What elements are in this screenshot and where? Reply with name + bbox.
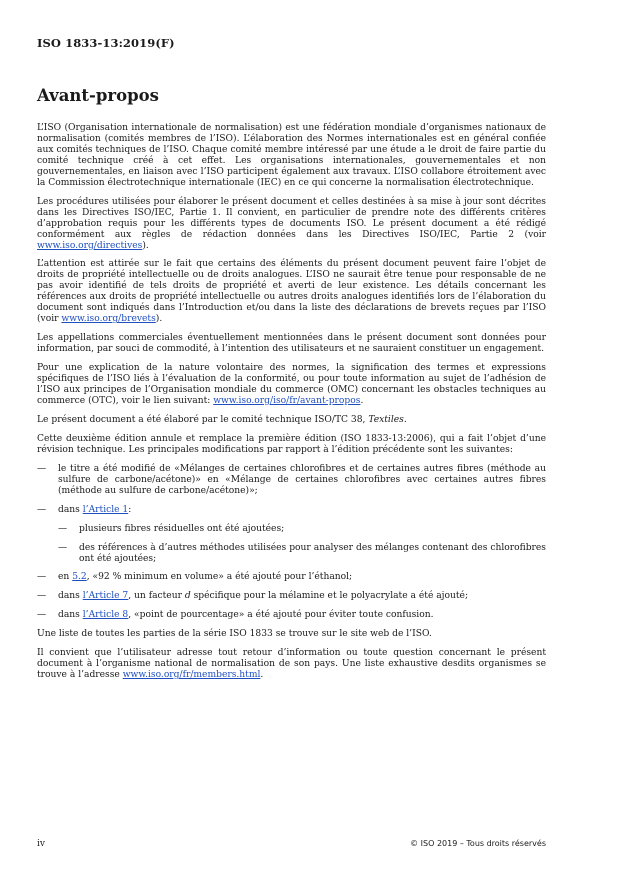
dash-bullet: — [37,572,47,583]
link-article-7[interactable]: l’Article 7 [82,591,129,602]
document-identifier: ISO 1833-13:2019(F) [37,36,175,50]
dash-bullet: — [37,504,47,515]
link-directives[interactable]: www.iso.org/directives [37,240,143,251]
link-avant-propos[interactable]: www.iso.org/iso/fr/avant-propos [213,395,361,406]
copyright-notice: © ISO 2019 – Tous droits réservés [410,839,546,848]
dash-bullet: — [37,463,47,474]
link-members[interactable]: www.iso.org/fr/members.html [122,670,261,681]
dash-bullet: — [37,610,47,621]
paragraph-patents: L’attention est attirée sur le fait que certains des éléments du présent document peuvent faire l’objet de droits de propriété intellectuelle ou de droits analogues. L’ISO ne saurait être tenue pour responsable de ne pas avoir identifié de tels droits de propriété et averti de leur existence. Les détails concernant les références aux droits de propriété intellectuelle ou autres droits analogues identifiés lors de l’élaboration du document sont indiqués dans l’Introduction et/ou dans la liste des déclarations de brevets reçues par l’ISO (voir www.iso.org/brevets). [37,259,546,325]
dash-bullet: — [58,523,68,534]
paragraph-procedures: Les procédures utilisées pour élaborer le présent document et celles destinées à sa mise à jour sont décrites dans les Directives ISO/IEC, Partie 1. Il convient, en particulier de prendre note des différents critères d’approbation requis pour les différents types de documents ISO. Le présent document a été rédigé conformément aux règles de rédaction données dans les Directives ISO/IEC, Partie 2 (voir www.iso.org/directives). [37,196,546,251]
paragraph-feedback: Il convient que l’utilisateur adresse tout retour d’information ou toute question concernant le présent document à l’organisme national de normalisation de son pays. Une liste exhaustive desdits organismes se trouve à l’adresse www.iso.org/fr/members.html. [37,648,546,681]
paragraph-committee: Le présent document a été élaboré par le comité technique ISO/TC 38, Textiles. [37,414,407,425]
link-clause-5-2[interactable]: 5.2 [72,572,87,583]
paragraph-iso-intro: L’ISO (Organisation internationale de normalisation) est une fédération mondiale d’organismes nationaux de normalisation (comités membres de l’ISO). L’élaboration des Normes internationales est en général confiée aux comités techniques de l’ISO. Chaque comité membre intéressé par une étude a le droit de faire partie du comité technique créé à cet effet. Les organisations internationales, gouvernementales et non gouvernementales, en liaison avec l’ISO participent également aux travaux. L’ISO collabore étroitement avec la Commission électrotechnique internationale (IEC) en ce qui concerne la normalisation électrotechnique. [37,123,546,188]
list-item: — dans l’Article 1: [37,504,132,515]
dash-bullet: — [58,542,68,553]
list-item: — dans l’Article 7, un facteur d spécifique pour la mélamine et le polyacrylate a été ajouté; [37,591,469,602]
sub-list-item: — plusieurs fibres résiduelles ont été ajoutées; [58,523,285,534]
dash-bullet: — [37,591,47,602]
list-item: — en 5.2, «92 % minimum en volume» a été ajouté pour l’éthanol; [37,572,353,583]
paragraph-voluntary-nature: Pour une explication de la nature volontaire des normes, la signification des termes et expressions spécifiques de l’ISO liés à l’évaluation de la conformité, ou pour toute information au sujet de l’adhésion de l’ISO aux principes de l’Organisation mondiale du commerce (OMC) concernant les obstacles techniques au commerce (OTC), voir le lien suivant: www.iso.org/iso/fr/avant-propos. [37,363,546,406]
page-title: Avant-propos [37,86,159,105]
link-brevets[interactable]: www.iso.org/brevets [61,314,156,325]
paragraph-series-list: Une liste de toutes les parties de la série ISO 1833 se trouve sur le site web de l’ISO. [37,629,432,640]
paragraph-edition: Cette deuxième édition annule et remplace la première édition (ISO 1833-13:2006), qui a fait l’objet d’une révision technique. Les principales modifications par rapport à l’édition précédente sont les suivantes: [37,433,546,455]
page-number: iv [37,839,45,849]
list-item: — le titre a été modifié de «Mélanges de certaines chlorofibres et de certaines autres fibres (méthode au sulfure de carbone/acétone)» en «Mélange de certaines chlorofibres avec certaines autres fibres (méthode au sulfure de carbone/acétone)»; [37,463,546,496]
sub-list-item: — des références à d’autres méthodes utilisées pour analyser des mélanges contenant des chlorofibres ont été ajoutées; [58,542,546,564]
link-article-8[interactable]: l’Article 8 [82,610,129,621]
paragraph-trade-names: Les appellations commerciales éventuellement mentionnées dans le présent document sont données pour information, par souci de commodité, à l’intention des utilisateurs et ne sauraient constituer un engagement. [37,333,546,355]
document-body [37,123,546,689]
list-item: — dans l’Article 8, «point de pourcentage» a été ajouté pour éviter toute confusion. [37,610,434,621]
link-article-1[interactable]: l’Article 1 [82,504,129,515]
